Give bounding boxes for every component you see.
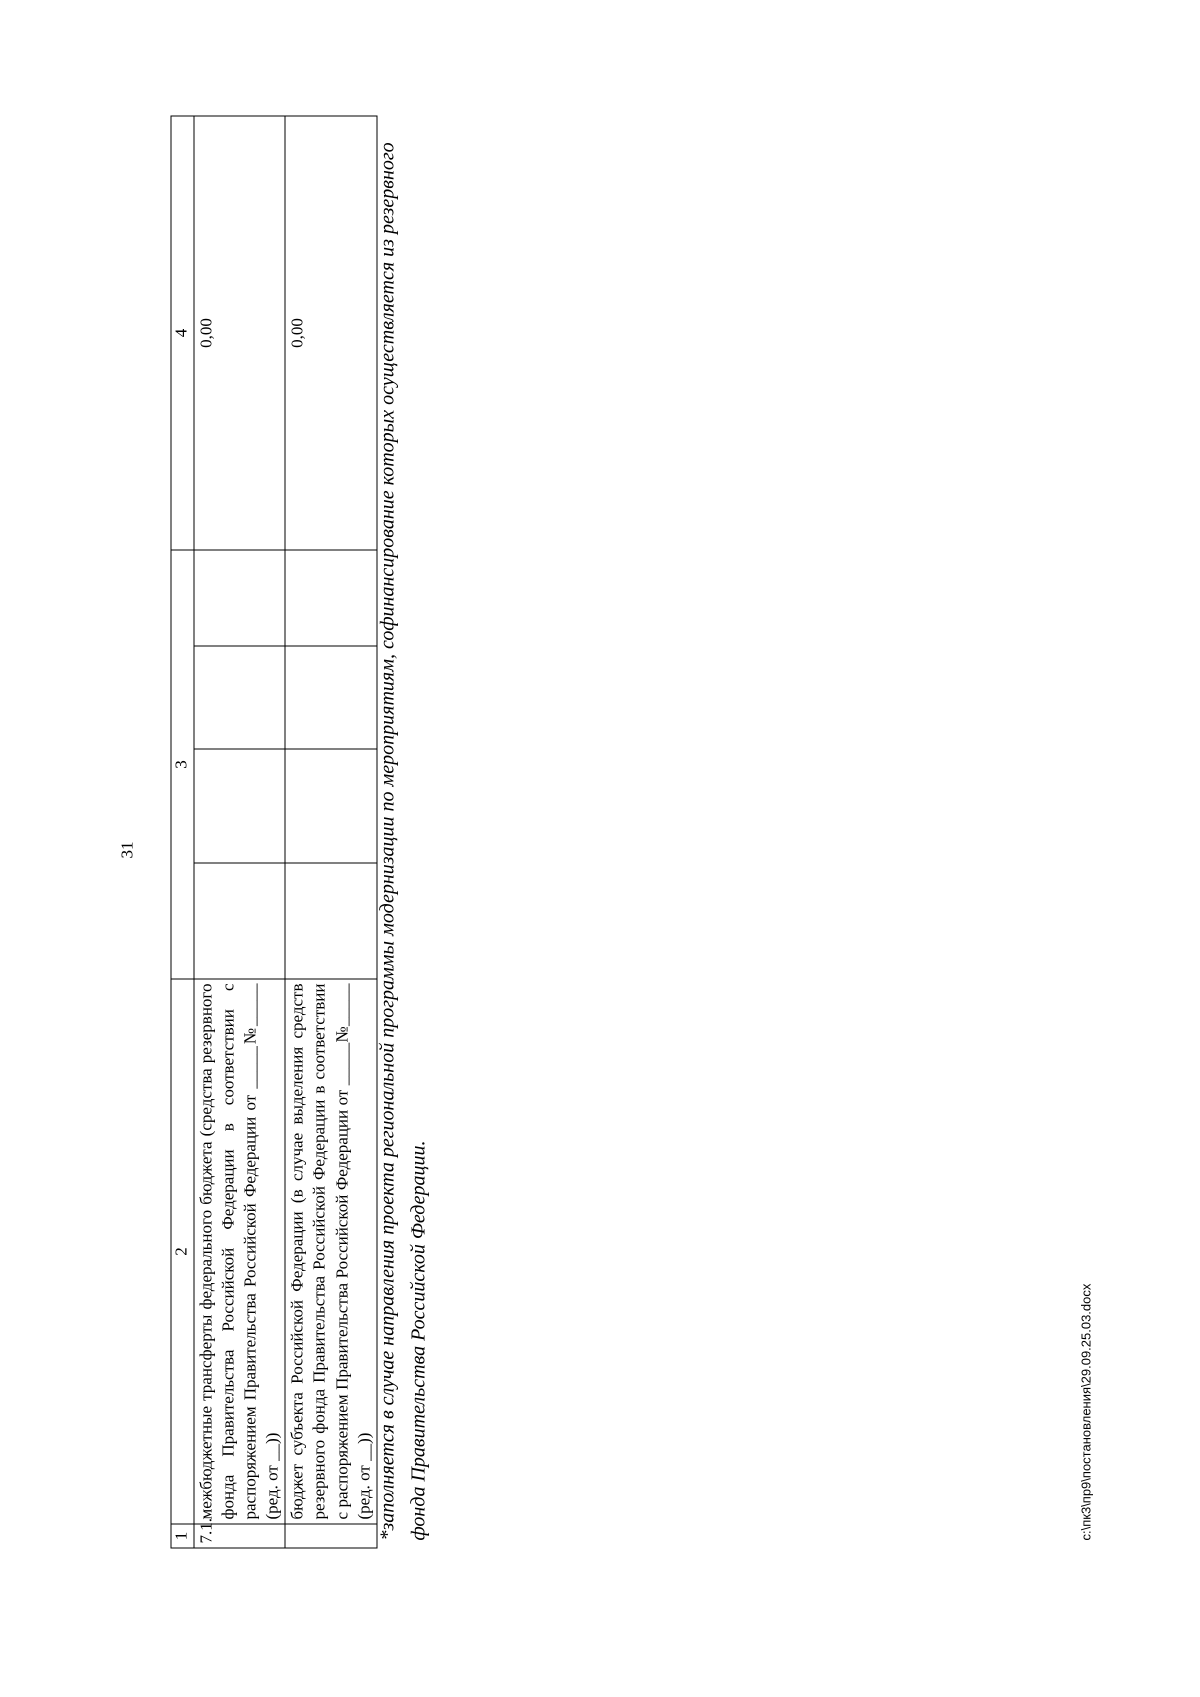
table-header-row — [171, 116, 194, 1548]
empty-cell — [194, 646, 285, 749]
empty-cell — [285, 749, 376, 863]
empty-cell — [194, 550, 285, 646]
row-description: бюджет субъекта Российской Федерации (в случае выделения средств резервного фонда Правительства Российской Федерации в соответствии с распоряжением Правительства Российской Федерации от _____№_____ (ред. от __)) — [285, 979, 376, 1524]
document-page — [1, 0, 1200, 1697]
row-number — [285, 1524, 376, 1548]
row-description: межбюджетные трансферты федерального бюджета (средства резервного фонда Правительства Российской Федерации в соответствии с распоряжением Правительства Российской Федерации от _____№_____ (ред. от __)) — [194, 979, 285, 1524]
header-cell-3: 3 — [171, 550, 194, 979]
row-value: 0,00 — [285, 116, 376, 550]
table-row — [194, 116, 285, 1548]
file-path: c:\пк3\пр9\постановления\29.09.25.03.docx — [1078, 1283, 1094, 1541]
empty-cell — [194, 863, 285, 979]
header-cell-4: 4 — [171, 116, 194, 550]
empty-cell — [285, 863, 376, 979]
header-cell-1: 1 — [171, 1524, 194, 1548]
empty-cell — [194, 749, 285, 863]
data-table — [171, 116, 378, 1549]
header-cell-2: 2 — [171, 979, 194, 1524]
row-number: 7.1. — [194, 1524, 285, 1548]
table-row — [285, 116, 376, 1548]
empty-cell — [285, 550, 376, 646]
footnote: *заполняется в случае направления проекта региональной программы модернизации по мероприятиям, софинансирование которых осуществляется из резервного фонда Правительства Российской Федерации. — [376, 142, 430, 1541]
row-value: 0,00 — [194, 116, 285, 550]
empty-cell — [285, 646, 376, 749]
page-number: 31 — [117, 841, 137, 859]
